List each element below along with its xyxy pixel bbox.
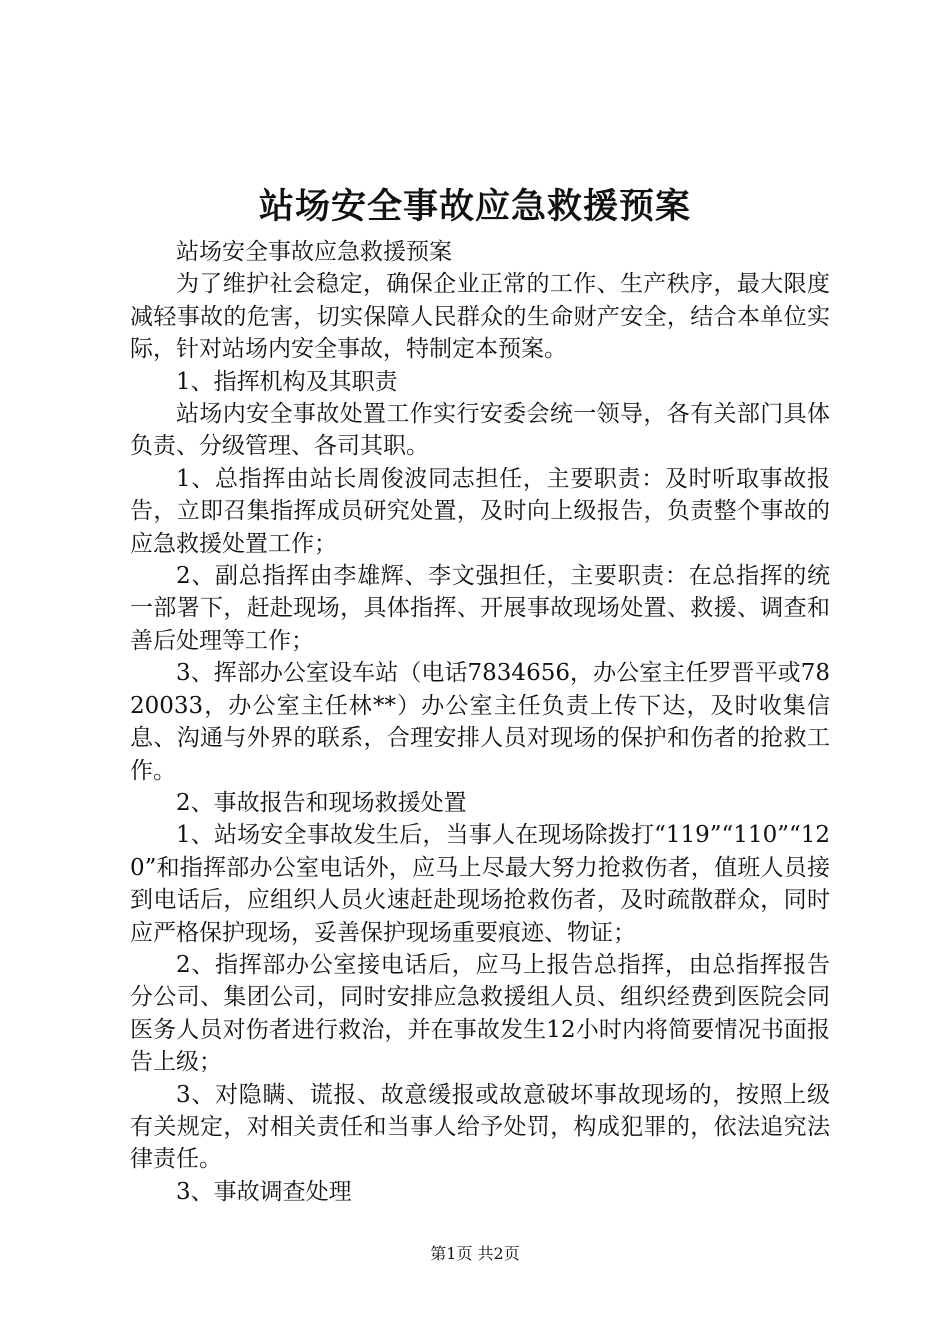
page-footer: 第1页 共2页 — [430, 1244, 520, 1263]
section-heading-2: 2、事故报告和现场救援处置 — [176, 789, 467, 816]
paragraph-leadership: 站场内安全事故处置工作实行安委会统一领导，各有关部门具体负责、分级管理、各司其职。 — [130, 401, 830, 460]
paragraph-command-office: 3、挥部办公室设车站（电话7834656，办公室主任罗晋平或7820033，办公室主任林**）办公室主任负责上传下达，及时收集信息、沟通与外界的联系，合理安排人员对现场的保护和伤者的抢救工作。 — [130, 660, 830, 784]
section-heading-1: 1、指挥机构及其职责 — [176, 368, 398, 395]
document-body — [130, 236, 830, 1208]
paragraph-subtitle: 站场安全事故应急救援预案 — [176, 239, 452, 265]
paragraph-commander: 1、总指挥由站长周俊波同志担任，主要职责：及时听取事故报告，立即召集指挥成员研究处置，及时向上级报告，负责整个事故的应急救援处置工作； — [130, 465, 830, 557]
paragraph-office-response: 2、指挥部办公室接电话后，应马上报告总指挥，由总指挥报告分公司、集团公司，同时安排应急救援组人员、组织经费到医院会同医务人员对伤者进行救治，并在事故发生12小时内将简要情况书面报告上级； — [130, 951, 830, 1076]
paragraph-penalties: 3、对隐瞒、谎报、故意缓报或故意破坏事故现场的，按照上级有关规定，对相关责任和当事人给予处罚，构成犯罪的，依法追究法律责任。 — [130, 1081, 830, 1173]
document-title: 站场安全事故应急救援预案 — [258, 186, 691, 227]
paragraph-deputy-commander: 2、副总指挥由李雄辉、李文强担任，主要职责：在总指挥的统一部署下，赶赴现场，具体指挥、开展事故现场处置、救援、调查和善后处理等工作； — [130, 563, 830, 654]
paragraph-accident-report: 1、站场安全事故发生后，当事人在现场除拨打“119”“110”“120”和指挥部办公室电话外，应马上尽最大努力抢救伤者，值班人员接到电话后，应组织人员火速赶赴现场抢救伤者，及时疏散群众，同时应严格保护现场，妥善保护现场重要痕迹、物证； — [130, 822, 830, 946]
paragraph-intro: 为了维护社会稳定，确保企业正常的工作、生产秩序，最大限度减轻事故的危害，切实保障人民群众的生命财产安全，结合本单位实际，针对站场内安全事故，特制定本预案。 — [130, 271, 830, 363]
section-heading-3: 3、事故调查处理 — [176, 1178, 352, 1205]
